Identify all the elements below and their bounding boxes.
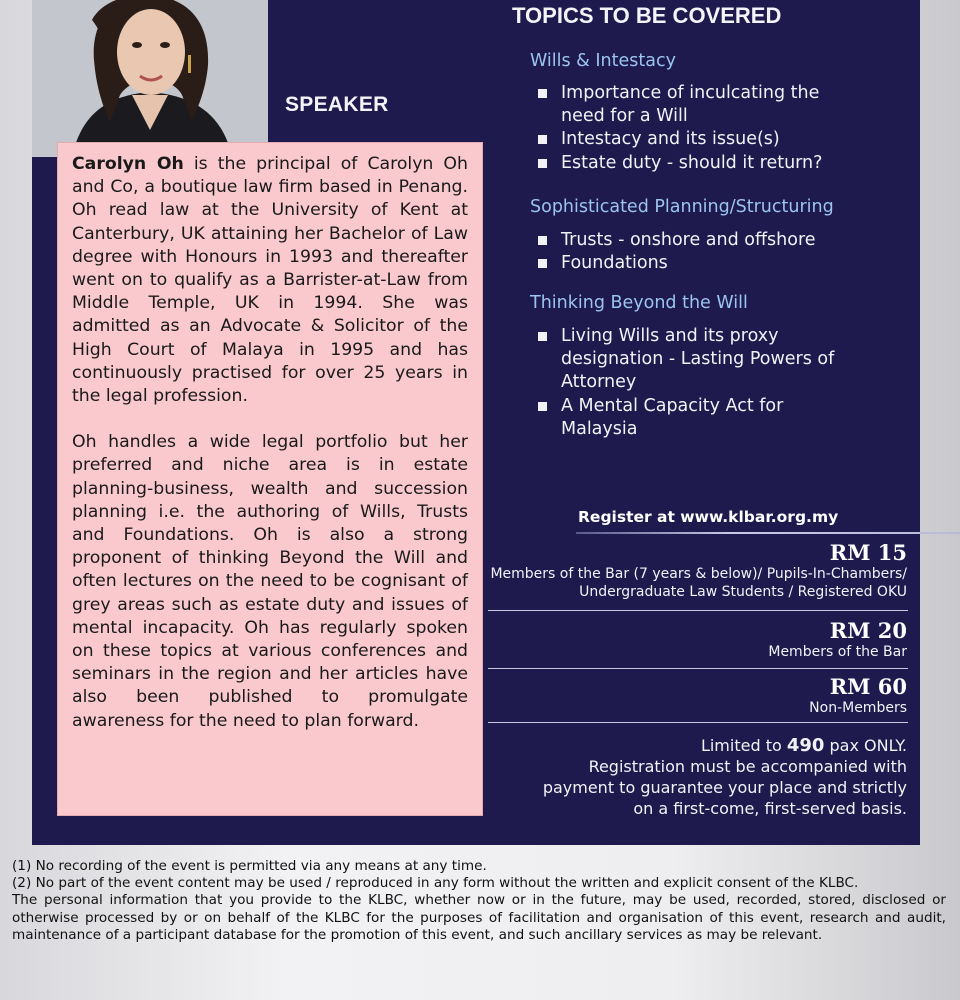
speaker-photo [32,0,268,157]
bullet-square-icon [538,89,547,98]
price-desc-line-2: Undergraduate Law Students / Registered OKU [579,584,907,600]
note-line-2: payment to guarantee your place and strictly [542,778,907,797]
price-divider [488,722,908,723]
bullet-square-icon [538,402,547,411]
speaker-label: SPEAKER [285,93,389,116]
topic-list-beyond-will [538,325,851,441]
bio-paragraph-1-text: is the principal of Carolyn Oh and Co, a boutique law firm based in Penang. Oh read law at the University of Kent at Canterbury, UK attaining her Bachelor of Law degree with Honours in 1993 and thereafter went on to qualify as a Barrister-at-Law from Middle Temple, UK in 1994. She was admitted as an Advocate & Solicitor of the High Court of Malaya in 1995 and has continuously practised for over 25 years in the legal profession. [72,154,468,407]
note-line-1: Registration must be accompanied with [588,757,907,776]
price-desc-line-1: Members of the Bar [768,644,907,660]
bullet-square-icon [538,259,547,268]
register-underline [576,532,960,534]
topic-category-wills: Wills & Intestacy [530,51,676,71]
price-desc-line-1: Non-Members [809,700,907,716]
limit-line: Limited to 490 pax ONLY. [700,735,907,756]
price-amount: RM 60 [829,674,907,699]
speaker-name: Carolyn Oh [72,154,184,174]
bullet-square-icon [538,135,547,144]
price-amount: RM 20 [829,618,907,643]
bio-paragraph-1 [72,153,468,408]
limit-number: 490 [786,735,825,756]
price-amount: RM 15 [829,540,907,565]
topic-item: Living Wills and its proxy designation - Lasting Powers of Attorney [538,325,851,395]
topic-item: Foundations [538,252,861,275]
topic-list-planning [538,229,861,275]
price-divider [488,610,908,611]
registration-notes [487,735,907,819]
price-divider [488,668,908,669]
topic-item: Estate duty - should it return? [538,152,861,175]
speaker-portrait-image [32,0,268,157]
topic-category-beyond-will: Thinking Beyond the Will [530,293,748,313]
topics-title: TOPICS TO BE COVERED [512,3,782,28]
bullet-square-icon [538,159,547,168]
topic-item: Trusts - onshore and offshore [538,229,861,252]
bullet-square-icon [538,236,547,245]
note-line-3: on a first-come, first-served basis. [633,799,907,818]
footer-notes [12,858,946,944]
bullet-square-icon [538,332,547,341]
speaker-bio [57,142,483,816]
topic-item: A Mental Capacity Act for Malaysia [538,395,831,441]
topic-category-planning: Sophisticated Planning/Structuring [530,197,834,217]
bio-paragraph-2: Oh handles a wide legal portfolio but her preferred and niche area is in estate planning-business, wealth and succession planning i.e. the authoring of Wills, Trusts and Foundations. Oh is also a strong proponent of thinking Beyond the Will and often lectures on the need to be cognisant of grey areas such as estate duty and issues of mental incapacity. Oh has regularly spoken on these topics at various conferences and seminars in the region and her articles have also been published to promulgate awareness for the need to plan forward. [72,432,468,731]
topic-item: Intestacy and its issue(s) [538,128,861,151]
footer-note-2: (2) No part of the event content may be used / reproduced in any form without the written and explicit consent of the KLBC. [12,875,859,892]
footer-note-1: (1) No recording of the event is permitted via any means at any time. [12,858,487,874]
price-rm15 [490,540,907,601]
price-rm20 [768,618,907,661]
topic-item: Importance of inculcating the need for a Will [538,82,861,128]
register-link[interactable]: Register at www.klbar.org.my [578,508,839,526]
price-rm60 [809,674,907,717]
footer-privacy: The personal information that you provide to the KLBC, whether now or in the future, may be used, recorded, stored, disclosed or otherwise processed by or on behalf of the KLBC for the purposes of facilitation and organisation of this event, research and audit, maintenance of a participant database for the promotion of this event, and such ancillary services as may be relevant. [12,892,946,943]
topic-list-wills [538,82,861,175]
price-desc-line-1: Members of the Bar (7 years & below)/ Pupils-In-Chambers/ [490,566,907,582]
